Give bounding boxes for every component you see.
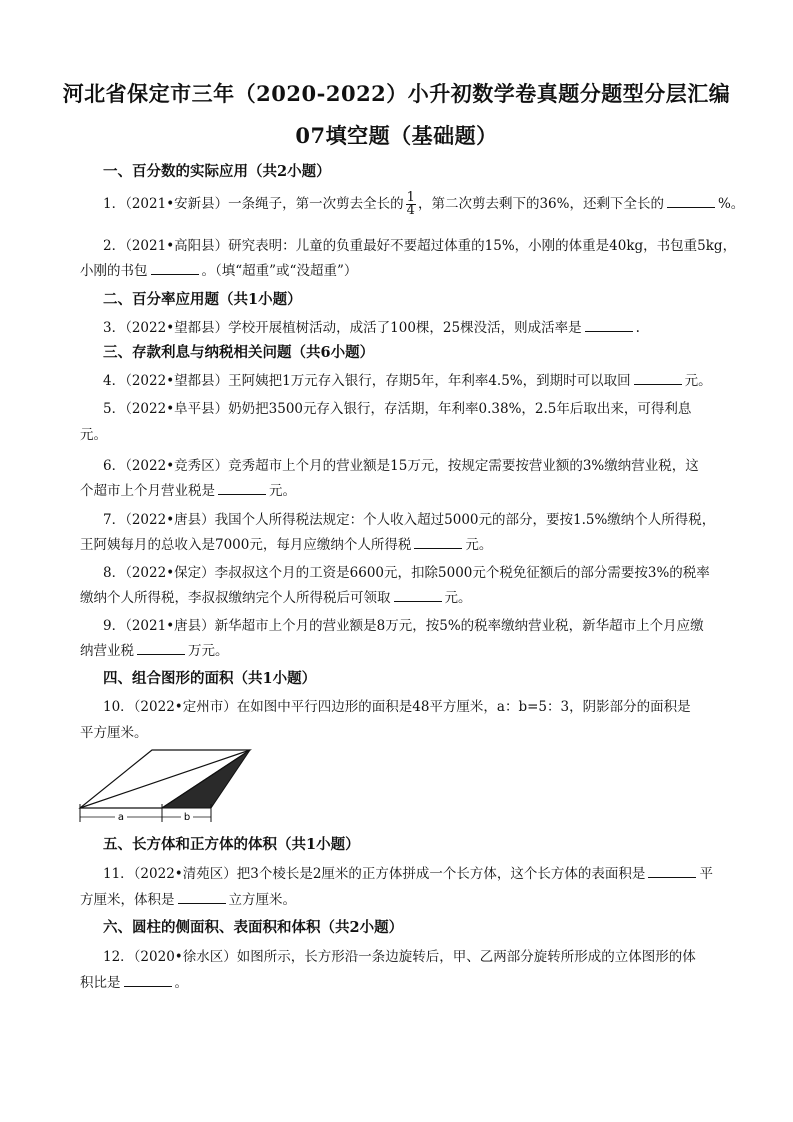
label-b: b [183,812,191,823]
question-8-cont: 缴纳个人所得税，李叔叔缴纳完个人所得税后可领取 元。 [80,590,472,606]
question-11: 11．（2022•清苑区）把3个棱长是2厘米的正方体拼成一个长方体，这个长方体的表面积是 平 [103,866,713,882]
section-heading-2: 二、百分率应用题（共1小题） [103,291,302,308]
answer-blank-11a[interactable] [648,865,696,878]
question-12-cont: 积比是 。 [80,975,188,991]
question-8: 8．（2022•保定）李叔叔这个月的工资是6600元，扣除5000元个税免征额后的部分需要按3%的税率 [103,565,710,581]
question-6: 6．（2022•竞秀区）竞秀超市上个月的营业额是15万元，按规定需要按营业额的3%缴纳营业税，这 [103,458,699,474]
answer-blank-2[interactable] [151,262,199,275]
question-5-cont: 元。 [80,427,107,443]
page-subtitle: 07填空题（基础题） [295,123,498,148]
answer-blank-7[interactable] [414,536,462,549]
question-6-cont: 个超市上个月营业税是 元。 [80,483,296,499]
section-heading-3: 三、存款利息与纳税相关问题（共6小题） [103,344,375,361]
answer-blank-1[interactable] [667,195,715,208]
answer-blank-4[interactable] [634,372,682,385]
section-heading-5: 五、长方体和正方体的体积（共1小题） [103,836,360,853]
label-a: a [117,812,125,823]
section-heading-6: 六、圆柱的侧面积、表面积和体积（共2小题） [103,919,404,936]
answer-blank-9[interactable] [137,642,185,655]
question-5: 5．（2022•阜平县）奶奶把3500元存入银行，存活期，年利率0.38%，2.5年后取出来，可得利息 [103,401,692,417]
question-9: 9．（2021•唐县）新华超市上个月的营业额是8万元，按5%的税率缴纳营业税，新华超市上个月应缴 [103,618,704,634]
question-9-cont: 纳营业税 万元。 [80,643,229,659]
question-4: 4．（2022•望都县）王阿姨把1万元存入银行，存期5年，年利率4.5%，到期时可以取回 元。 [103,373,712,389]
question-10: 10．（2022•定州市）在如图中平行四边形的面积是48平方厘米，a：b=5：3，阴影部分的面积是 [103,699,691,715]
answer-blank-3[interactable] [585,319,633,332]
answer-blank-11b[interactable] [178,891,226,904]
page-title: 河北省保定市三年（2020-2022）小升初数学卷真题分题型分层汇编 [62,81,731,106]
answer-blank-6[interactable] [218,482,266,495]
answer-blank-12[interactable] [124,974,172,987]
answer-blank-8[interactable] [394,589,442,602]
question-10-cont: 平方厘米。 [80,725,148,741]
question-1: 1．（2021•安新县）一条绳子，第一次剪去全长的 $\frac{1}{4}$ ，第二次剪去剩下的36%，还剩下全长的 %。 [103,190,745,218]
question-7-cont: 王阿姨每月的总收入是7000元，每月应缴纳个人所得税 元。 [80,537,493,553]
section-heading-4: 四、组合图形的面积（共1小题） [103,670,317,687]
fraction: $\frac{1}{4}$ [406,190,415,218]
section-heading-1: 一、百分数的实际应用（共2小题） [103,163,331,180]
question-12: 12．（2020•徐水区）如图所示，长方形沿一条边旋转后，甲、乙两部分旋转所形成的立体图形的体 [103,949,696,965]
question-7: 7．（2022•唐县）我国个人所得税法规定：个人收入超过5000元的部分，要按1.5%缴纳个人所得税， [103,512,716,528]
question-11-cont: 方厘米，体积是 立方厘米。 [80,892,296,908]
parallelogram-figure [78,742,256,824]
question-2-cont: 小刚的书包 。（填“超重”或“没超重”） [80,263,358,279]
question-3: 3．（2022•望都县）学校开展植树活动，成活了100棵，25棵没活，则成活率是 . [103,320,640,336]
question-2: 2．（2021•高阳县）研究表明：儿童的负重最好不要超过体重的15%，小刚的体重是40kg，书包重5kg， [103,238,737,254]
